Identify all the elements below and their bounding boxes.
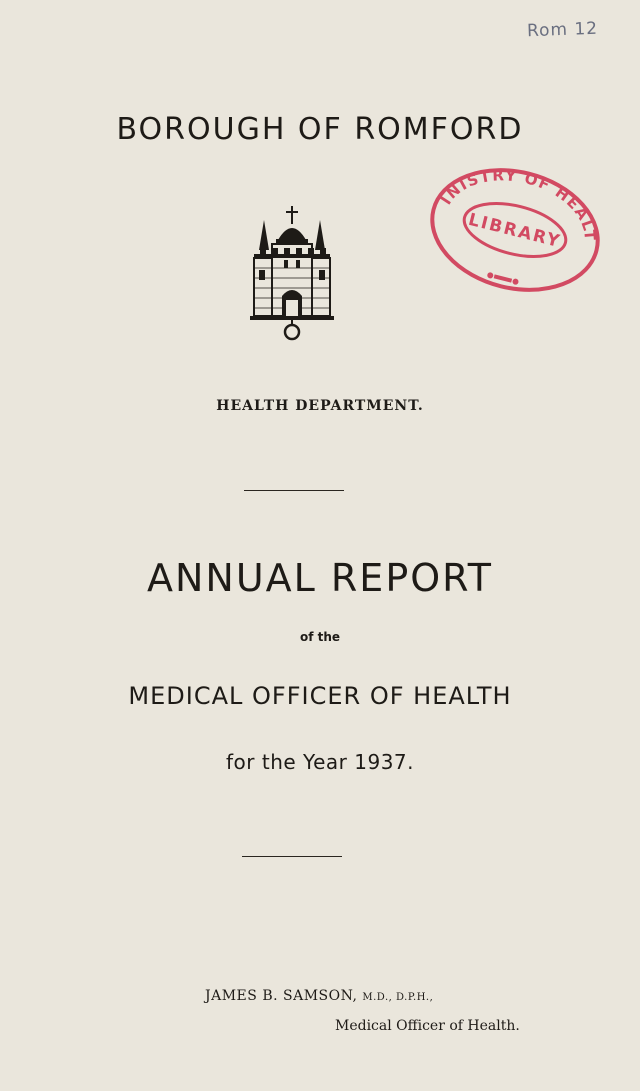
- signatory: [205, 988, 433, 1004]
- stamp-top-text: MINISTRY OF HEALTH: [436, 166, 600, 243]
- library-stamp: [420, 160, 610, 300]
- signatory-name: JAMES B. SAMSON,: [205, 988, 358, 1004]
- signatory-title: Medical Officer of Health.: [335, 1018, 520, 1034]
- stamp-center-text: LIBRARY: [466, 209, 564, 253]
- report-subject: MEDICAL OFFICER OF HEALTH: [128, 682, 512, 710]
- divider-top: [244, 490, 344, 491]
- borough-heading: BOROUGH OF ROMFORD: [116, 112, 524, 147]
- of-the-text: of the: [299, 630, 341, 644]
- department-heading: HEALTH DEPARTMENT.: [216, 398, 424, 414]
- report-title: ANNUAL REPORT: [147, 556, 493, 600]
- report-year: for the Year 1937.: [226, 750, 414, 774]
- shelf-mark: Rom 12: [526, 18, 599, 42]
- divider-bottom: [242, 856, 342, 857]
- castle-crest-icon: [248, 204, 336, 344]
- signatory-degrees: M.D., D.P.H.,: [362, 992, 434, 1003]
